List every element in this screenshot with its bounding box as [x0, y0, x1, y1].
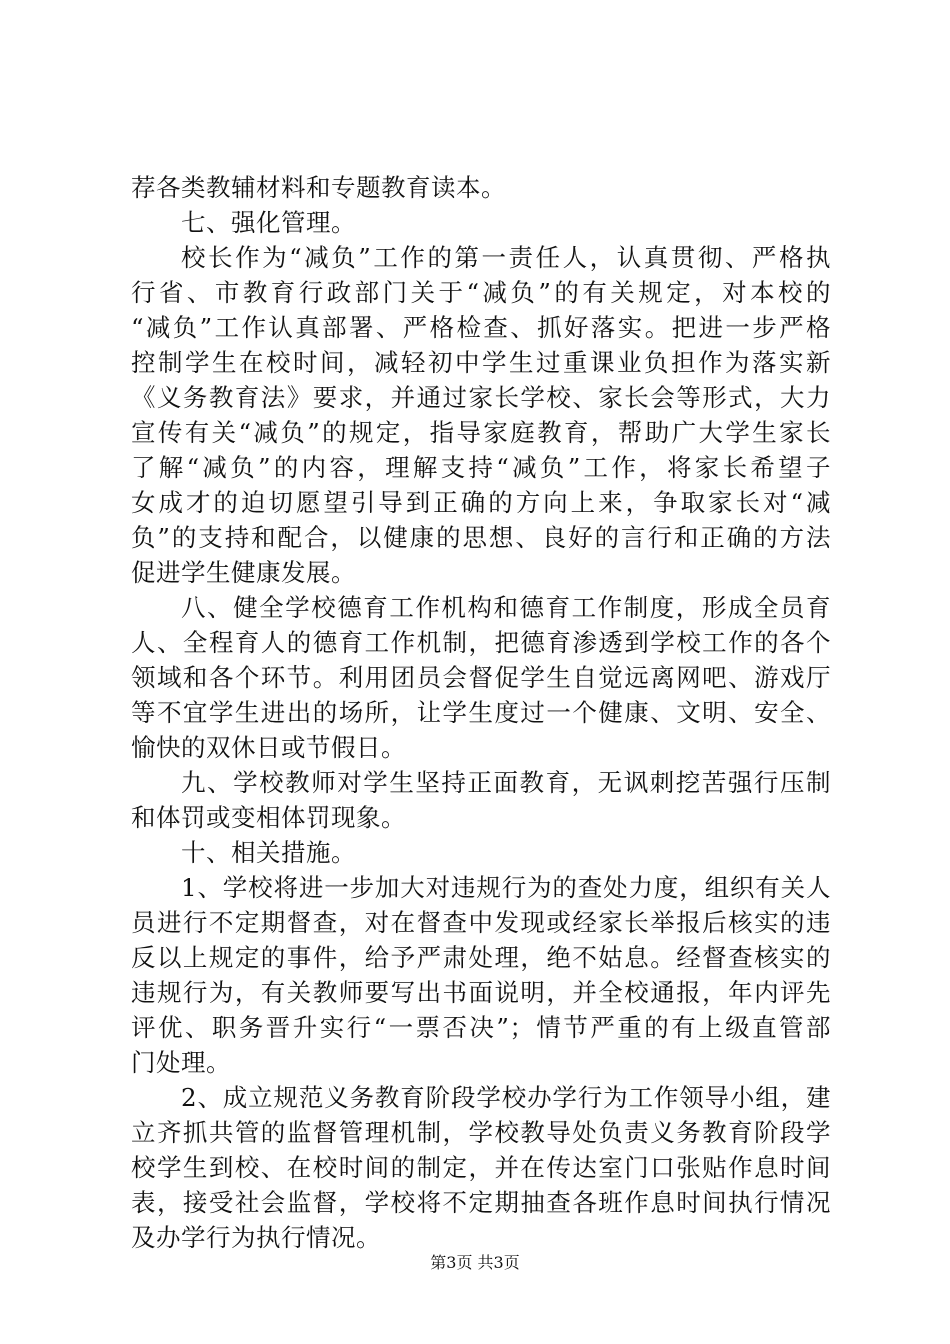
text-line: 促进学生健康发展。: [131, 558, 356, 587]
text-line: 等不宜学生进出的场所，让学生度过一个健康、文明、安全、: [131, 698, 831, 727]
text-line: 领域和各个环节。利用团员会督促学生自觉远离网吧、游戏厅: [131, 663, 831, 692]
page-number-label: 第3页 共3页: [430, 1253, 520, 1272]
text-line: 宣传有关“减负”的规定，指导家庭教育，帮助广大学生家长: [131, 418, 831, 447]
text-line: 违规行为，有关教师要写出书面说明，并全校通报，年内评先: [131, 978, 831, 1007]
text-line: 荐各类教辅材料和专题教育读本。: [131, 173, 506, 202]
text-line: 愉快的双休日或节假日。: [131, 733, 406, 762]
measure-2-first-line: 2、成立规范义务教育阶段学校办学行为工作领导小组，建: [181, 1083, 831, 1112]
section-8-first-line: 八、健全学校德育工作机构和德育工作制度，形成全员育: [181, 593, 831, 622]
text-line: 校长作为“减负”工作的第一责任人，认真贯彻、严格执: [181, 243, 831, 272]
section-9-first-line: 九、学校教师对学生坚持正面教育，无讽刺挖苦强行压制: [181, 768, 831, 797]
text-line: 及办学行为执行情况。: [131, 1223, 381, 1252]
text-line: 负”的支持和配合，以健康的思想、良好的言行和正确的方法: [131, 523, 831, 552]
text-line: 反以上规定的事件，给予严肃处理，绝不姑息。经督查核实的: [131, 943, 831, 972]
section-heading-7: 七、强化管理。: [181, 208, 356, 237]
text-line: 行省、市教育行政部门关于“减负”的有关规定，对本校的: [131, 278, 831, 307]
text-line: 和体罚或变相体罚现象。: [131, 803, 406, 832]
text-line: 立齐抓共管的监督管理机制，学校教导处负责义务教育阶段学: [131, 1118, 831, 1147]
text-line: 评优、职务晋升实行“一票否决”；情节严重的有上级直管部: [131, 1013, 831, 1042]
text-line: 女成才的迫切愿望引导到正确的方向上来，争取家长对“减: [131, 488, 831, 517]
section-heading-10: 十、相关措施。: [181, 838, 356, 867]
text-line: 人、全程育人的德育工作机制，把德育渗透到学校工作的各个: [131, 628, 831, 657]
text-line: 门处理。: [131, 1048, 231, 1077]
text-line: 表，接受社会监督，学校将不定期抽查各班作息时间执行情况: [131, 1188, 831, 1217]
text-line: 控制学生在校时间，减轻初中学生过重课业负担作为落实新: [131, 348, 831, 377]
page-footer: [0, 1252, 950, 1274]
text-line: 校学生到校、在校时间的制定，并在传达室门口张贴作息时间: [131, 1153, 831, 1182]
text-line: 员进行不定期督查，对在督查中发现或经家长举报后核实的违: [131, 908, 831, 937]
text-line: 《义务教育法》要求，并通过家长学校、家长会等形式，大力: [131, 383, 831, 412]
document-body: [131, 170, 831, 1255]
measure-1-first-line: 1、学校将进一步加大对违规行为的查处力度，组织有关人: [181, 873, 831, 902]
text-line: “减负”工作认真部署、严格检查、抓好落实。把进一步严格: [131, 313, 831, 342]
text-line: 了解“减负”的内容，理解支持“减负”工作，将家长希望子: [131, 453, 831, 482]
